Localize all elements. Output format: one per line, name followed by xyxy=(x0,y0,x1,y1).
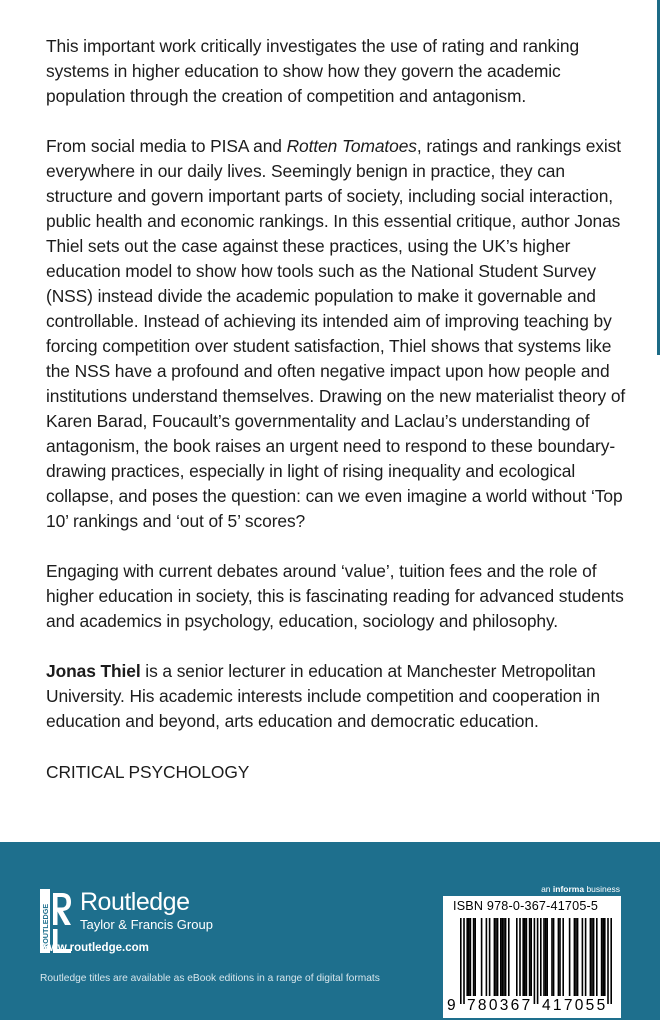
barcode-bar xyxy=(522,918,524,996)
barcode-bar xyxy=(582,918,584,996)
informa-suffix: business xyxy=(584,884,620,894)
barcode-bar xyxy=(530,918,532,996)
barcode-bar xyxy=(534,918,536,1004)
publisher-url: www.routledge.com xyxy=(40,942,149,954)
barcode-lead-digit: 9 xyxy=(447,997,458,1014)
publisher-name: Routledge xyxy=(80,888,190,916)
publisher-band xyxy=(0,842,660,1020)
barcode-bar xyxy=(474,918,476,996)
blurb-paragraph-2-rest: , ratings and rankings exist everywhere in our daily lives. Seemingly benign in practice, they can structure and govern important parts of society, including social interaction, public health and economic rankings. In this essential critique, author Jonas Thiel sets out the case against these practices, using the UK’s higher education model to show how tools such as the National Student Survey (NSS) instead divide the academic population to make it governable and controllable. Instead of achieving its intended aim of improving teaching by forcing competition over student satisfaction, Thiel shows that systems like the NSS have a profound and often negative impact upon how people and institutions understand themselves. Drawing on the new materialist theory of Karen Barad, Foucault’s governmentality and Laclau’s understanding of antagonism, the book raises an urgent need to respond to these boundary-drawing practices, especially in light of rising inequality and ecological collapse, and poses the question: can we even imagine a world without ‘Top 10’ rankings and ‘out of 5’ scores? xyxy=(46,136,626,531)
barcode-bar xyxy=(601,918,603,996)
barcode-bar xyxy=(558,918,560,996)
publisher-group: Taylor & Francis Group xyxy=(80,917,213,932)
blurb-paragraph-1: This important work critically investigates the use of rating and ranking systems in higher education to show how they govern the academic population through the creation of competition and antagonism. xyxy=(46,36,580,106)
spine-mark-text: ROUTLEDGE xyxy=(41,903,50,949)
isbn-number: ISBN 978-0-367-41705-5 xyxy=(453,899,599,913)
barcode-bar xyxy=(574,918,576,996)
barcode-bar xyxy=(468,918,470,996)
blurb-paragraph-3: Engaging with current debates around ‘value’, tuition fees and the role of higher education in society, this is fascinating reading for advanced students and academics in psychology, education, sociology and philosophy. xyxy=(46,561,624,631)
barcode-digits-left: 780367 xyxy=(467,997,533,1014)
barcode-digits-right: 417055 xyxy=(542,997,608,1014)
barcode-bar xyxy=(516,918,518,996)
barcode-bar xyxy=(540,918,542,996)
informa-tagline xyxy=(541,884,620,894)
author-name: Jonas Thiel xyxy=(46,661,141,681)
blurb-paragraph-2 xyxy=(46,134,626,534)
informa-word: informa xyxy=(552,884,585,894)
barcode-bar xyxy=(553,918,555,996)
barcode-bar xyxy=(543,918,545,996)
barcode-bar xyxy=(590,918,592,996)
barcode-bar xyxy=(495,918,497,996)
barcode-bar xyxy=(502,918,504,996)
back-cover-text xyxy=(46,34,626,785)
barcode-bar xyxy=(500,918,502,996)
barcode-bar xyxy=(463,918,465,1004)
barcode-bar xyxy=(577,918,579,996)
ebook-note: Routledge titles are available as eBook editions in a range of digital formats xyxy=(40,973,380,984)
barcode-bar xyxy=(607,918,609,1004)
barcode-bar xyxy=(529,918,531,996)
author-bio-text: is a senior lecturer in education at Manchester Metropolitan University. His academic interests include competition and cooperation in education and beyond, arts education and democratic education. xyxy=(46,661,600,731)
blurb-paragraph-2-start: From social media to PISA and xyxy=(46,136,287,156)
barcode-bar xyxy=(486,918,488,996)
barcode-bar xyxy=(526,918,528,996)
barcode-bar xyxy=(481,918,483,996)
barcode-bar xyxy=(559,918,561,996)
barcode-bar xyxy=(602,918,604,996)
series-name: CRITICAL PSYCHOLOGY xyxy=(46,762,250,782)
informa-prefix: an xyxy=(541,884,553,894)
barcode-bar xyxy=(497,918,499,996)
barcode-bar xyxy=(569,918,571,996)
barcode-bar xyxy=(591,918,593,996)
barcode-bar xyxy=(524,918,526,996)
barcode-bar xyxy=(604,918,606,996)
barcode-bar xyxy=(545,918,547,996)
barcode-bar xyxy=(596,918,598,996)
author-bio xyxy=(46,659,626,734)
barcode-bar xyxy=(503,918,505,996)
barcode-bar xyxy=(585,918,587,996)
barcode-bar xyxy=(551,918,553,996)
barcode-bar xyxy=(505,918,507,996)
barcode-bar xyxy=(489,918,491,996)
barcode-bar xyxy=(466,918,468,996)
barcode-bar xyxy=(508,918,510,996)
barcode-bar xyxy=(546,918,548,996)
isbn-barcode xyxy=(443,896,621,1018)
barcode-bar xyxy=(593,918,595,996)
rotten-tomatoes-title: Rotten Tomatoes xyxy=(286,136,417,156)
barcode-bar xyxy=(470,918,472,996)
barcode-bar xyxy=(473,918,475,996)
barcode-bar xyxy=(562,918,564,996)
barcode-bar xyxy=(610,918,612,1004)
barcode-bar xyxy=(460,918,462,1004)
barcode-bar xyxy=(494,918,496,996)
barcode-bar xyxy=(575,918,577,996)
barcode-bar xyxy=(537,918,539,1004)
barcode-bar xyxy=(519,918,521,996)
